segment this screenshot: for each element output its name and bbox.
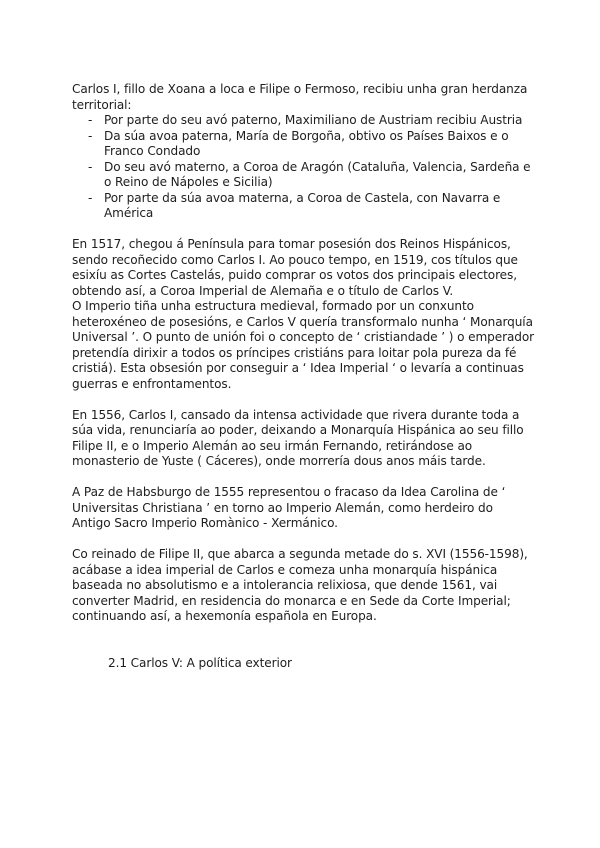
list-item: - Por parte do seu avó paterno, Maximiliano de Austriam recibiu Austria [72,113,534,129]
spacer [72,640,534,656]
spacer [72,222,534,238]
document-body [72,82,534,671]
list-item: - Por parte da súa avoa materna, a Coroa de Castela, con Navarra e América [72,191,534,222]
paragraph-1556: En 1556, Carlos I, cansado da intensa actividade que rivera durante toda a súa vida, renunciaría ao poder, deixando a Monarquía Hispánica ao seu fillo Filipe II, e o Imperio Alemán ao seu irmán Fernando, retirándose ao monasterio de Yuste ( Cáceres), onde morrería dous anos máis tarde. [72,407,524,468]
spacer [72,392,534,408]
paragraph-1517: En 1517, chegou á Península para tomar posesión dos Reinos Hispánicos, sendo recoñecido como Carlos I. Ao pouco tempo, en 1519, cos títulos que esixíu as Cortes Castelás, puido comprar os votos dos principais electores, obtendo así, a Coroa Imperial de Alemaña e o título de Carlos V. [72,237,518,298]
spacer [72,470,534,486]
paragraph-filipe: Co reinado de Filipe II, que abarca a segunda metade do s. XVI (1556-1598), acábase a idea imperial de Carlos e comeza unha monarquía hispánica baseada no absolutismo e a intolerancia relixiosa, que dende 1561, vai converter Madrid, en residencia do monarca e en Sede da Corte Imperial; continuando así, a hexemonía española en Europa. [72,547,528,623]
inheritance-list [72,113,534,222]
paragraph-paz: A Paz de Habsburgo de 1555 representou o fracaso da Idea Carolina de ‘ Universitas Christiana ’ en torno ao Imperio Alemán, como herdeiro do Antigo Sacro Imperio Romànico - Xermánico. [72,485,506,530]
spacer [72,532,534,548]
section-heading: 2.1 Carlos V: A política exterior [108,655,292,670]
list-item: - Do seu avó materno, a Coroa de Aragón (Cataluña, Valencia, Sardeña e o Reino de Nápoles e Sicilia) [72,160,534,191]
spacer [72,625,534,641]
list-item: - Da súa avoa paterna, María de Borgoña, obtivo os Países Baixos e o Franco Condado [72,129,534,160]
paragraph-imperio: O Imperio tiña unha estructura medieval, formado por un conxunto heteroxéneo de posesións, e Carlos V quería transformalo nunha ‘ Monarquía Universal ’. O punto de unión foi o concepto de ‘ cristiandade ’ ) o emperador pretendía dirixir a todos os príncipes cristiáns para loitar pola pureza da fé cristiá). Esta obsesión por conseguir a ‘ Idea Imperial ‘ o levaría a continuas guerras e enfrontamentos. [72,299,535,391]
intro-paragraph: Carlos I, fillo de Xoana a loca e Filipe o Fermoso, recibiu unha gran herdanza territorial: [72,82,528,112]
